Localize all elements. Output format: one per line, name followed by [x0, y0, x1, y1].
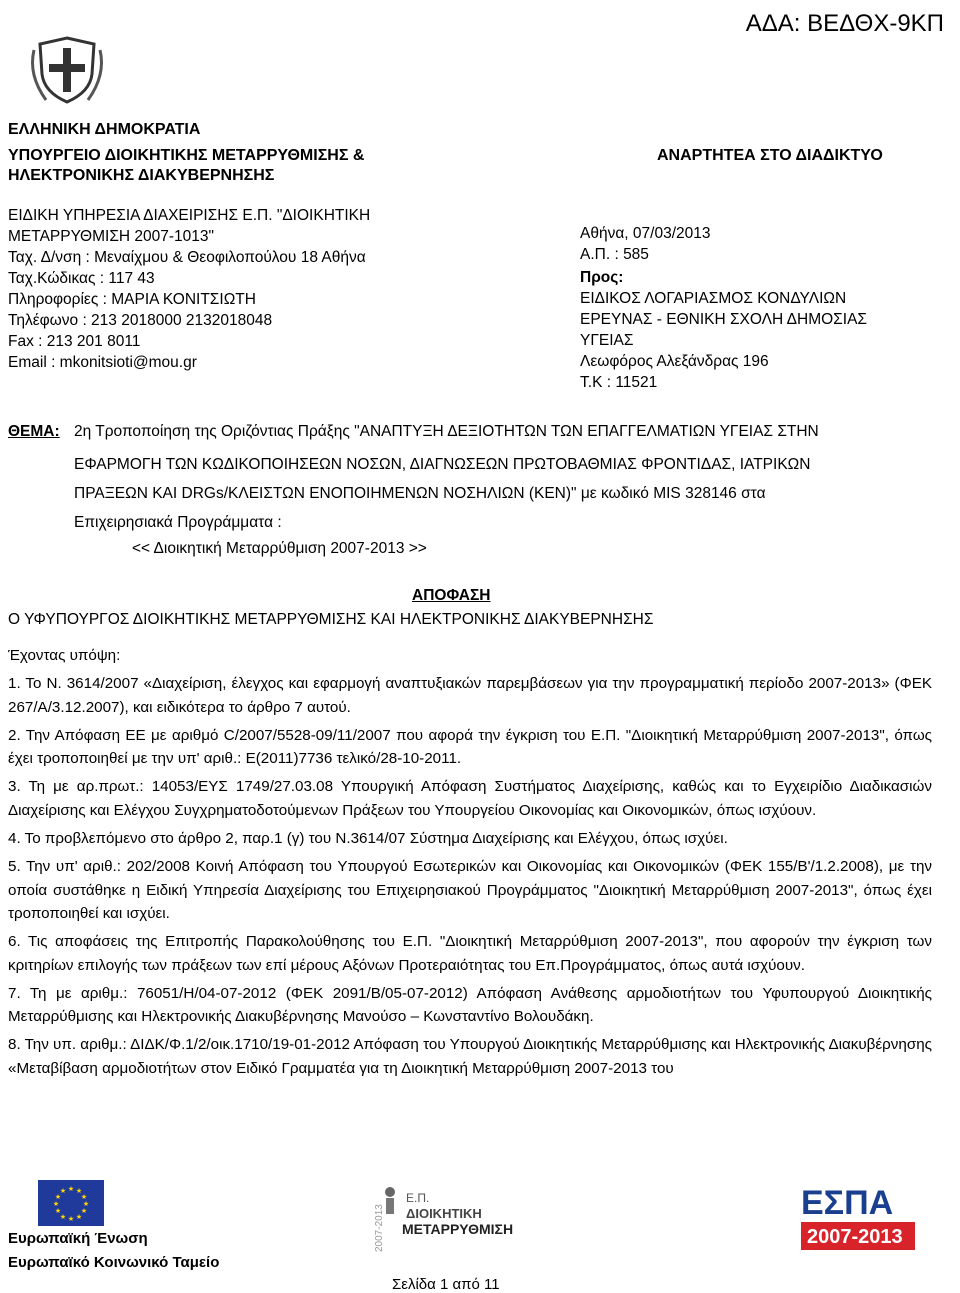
subject-label: ΘΕΜΑ:	[8, 423, 60, 440]
svg-text:★: ★	[52, 1200, 60, 1208]
header-line: ΕΛΛΗΝΙΚΗ ΔΗΜΟΚΡΑΤΙΑ	[8, 121, 201, 138]
minister-title: Ο ΥΦΥΠΟΥΡΓΟΣ ΔΙΟΙΚΗΤΙΚΗΣ ΜΕΤΑΡΡΥΘΜΙΣΗΣ ΚΑΙ ΗΛΕΚΤΡΟΝΙΚΗΣ ΔΙΑΚΥΒΕΡΝΗΣΗΣ	[8, 611, 654, 628]
program-logo-label: Ε.Π.	[406, 1191, 430, 1205]
consideration-item: 3. Τη με αρ.πρωτ.: 14053/ΕΥΣ 1749/27.03.08 Υπουργική Απόφαση Συστήματος Διαχείρισης, καθώς και το Εγχειρίδιο Διαδικασιών Διαχείρισης και Ελέγχου Συγχρηματοδοτούμενων Πράξεων του Υπουργείου Οικονομίας και Οικονομικών, όπως ισχύουν.	[8, 778, 932, 819]
sender-line: Ταχ. Δ/νση : Μεναίχμου & Θεοφιλοπούλου 18 Αθήνα	[8, 249, 366, 266]
espa-logo	[797, 1180, 919, 1260]
subject-line: Επιχειρησιακά Προγράμματα :	[74, 514, 282, 531]
svg-text:★: ★	[67, 1215, 75, 1223]
decision-title: ΑΠΟΦΑΣΗ	[412, 587, 491, 604]
consideration-item: 7. Τη με αριθμ.: 76051/Η/04-07-2012 (ΦΕΚ 2091/Β/05-07-2012) Απόφαση Ανάθεσης αρμοδιοτήτων του Υφυπουργού Διοικητικής Μεταρρύθμισης και Ηλεκτρονικής Διακυβέρνησης Μανούσο – Κωνσταντίνο Βολουδάκη.	[8, 984, 932, 1026]
sender-line: ΕΙΔΙΚΗ ΥΠΗΡΕΣΙΑ ΔΙΑΧΕΙΡΙΣΗΣ Ε.Π. "ΔΙΟΙΚΗΤΙΚΗ	[8, 207, 371, 224]
consideration-item: 4. Το προβλεπόμενο στο άρθρο 2, παρ.1 (γ) του Ν.3614/07 Σύστημα Διαχείρισης και Ελέγχου, όπως ισχύει.	[8, 830, 728, 848]
svg-text:★: ★	[75, 1187, 83, 1195]
program-logo	[372, 1182, 522, 1262]
espa-logo-years: 2007-2013	[807, 1226, 903, 1248]
recipient-line: ΕΙΔΙΚΟΣ ΛΟΓΑΡΙΑΣΜΟΣ ΚΟΝΔΥΛΙΩΝ	[580, 290, 847, 307]
consideration-item: 5. Την υπ' αριθ.: 202/2008 Κοινή Απόφαση του Υπουργού Εσωτερικών και Οικονομίας και Οικονομικών (ΦΕΚ 155/Β'/1.2.2008), με την οποία συστάθηκε η Ειδική Υπηρεσία Διαχείρισης του Επιχειρησιακού Προγράμματος "Διοικητική Μεταρρύθμιση 2007-2013", όπως έχει τροποποιηθεί και ισχύει.	[8, 858, 932, 922]
ada-code: ΑΔΑ: ΒΕΔΘΧ-9ΚΠ	[745, 10, 944, 37]
svg-text:★: ★	[54, 1193, 62, 1201]
recipient-line: Τ.Κ : 11521	[580, 374, 658, 391]
sender-line: Πληροφορίες : ΜΑΡΙΑ ΚΟΝΙΤΣΙΩΤΗ	[8, 291, 256, 308]
recipient-line: Λεωφόρος Αλεξάνδρας 196	[580, 353, 769, 370]
svg-text:★: ★	[75, 1213, 83, 1221]
sender-line: Ταχ.Κώδικας : 117 43	[8, 270, 155, 287]
esf-label: Ευρωπαϊκό Κοινωνικό Ταμείο	[8, 1254, 220, 1271]
recipient-line: ΥΓΕΙΑΣ	[580, 332, 634, 349]
consideration-item: 6. Τις αποφάσεις της Επιτροπής Παρακολούθησης του Ε.Π. "Διοικητική Μεταρρύθμιση 2007-2013", που αφορούν την έγκριση των κριτηρίων επιλογής των πράξεων των επί μέρους Αξόνων Προτεραιότητας του Επ.Προγράμματος, όπως αυτά ισχύουν.	[8, 933, 932, 974]
header-line: ΗΛΕΚΤΡΟΝΙΚΗΣ ΔΙΑΚΥΒΕΡΝΗΣΗΣ	[8, 167, 275, 184]
program-logo-years: 2007-2013	[374, 1204, 385, 1252]
sender-email: Email : mkonitsioti@mou.gr	[8, 354, 197, 371]
header-line: ΥΠΟΥΡΓΕΙΟ ΔΙΟΙΚΗΤΙΚΗΣ ΜΕΤΑΡΡΥΘΜΙΣΗΣ &	[8, 147, 365, 164]
espa-logo-label: ΕΣΠΑ	[801, 1184, 894, 1222]
sender-line: ΜΕΤΑΡΡΥΘΜΙΣΗ 2007-1013"	[8, 228, 215, 245]
consideration-item: 2. Την Απόφαση ΕΕ με αριθμό C/2007/5528-09/11/2007 που αφορά την έγκριση του Ε.Π. "Διοικητική Μεταρρύθμιση 2007-2013", όπως έχει τροποποιηθεί με την υπ' αριθ.: Ε(2011)7736 τελικό/28-10-2011.	[8, 726, 932, 768]
svg-text:★: ★	[54, 1207, 62, 1215]
subject-line: 2η Τροποποίηση της Οριζόντιας Πράξης "ΑΝΑΠΤΥΞΗ ΔΕΞΙΟΤΗΤΩΝ ΤΩΝ ΕΠΑΓΓΕΛΜΑΤΙΩΝ ΥΓΕΙΑΣ ΣΤΗΝ	[74, 423, 819, 440]
program-logo-label: ΜΕΤΑΡΡΥΘΜΙΣΗ	[402, 1221, 514, 1237]
recipient-block	[580, 223, 940, 393]
consideration-item: 8. Την υπ. αριθμ.: ΔΙΔΚ/Φ.1/2/οικ.1710/19-01-2012 Απόφαση του Υπουργού Διοικητικής Μεταρρύθμισης και Ηλεκτρονικής Διακυβέρνησης «Μεταβίβαση αρμοδιοτήτων στον Ειδικό Γραμματέα για τη Διοικητική Μεταρρύθμιση 2007-2013 του	[8, 1036, 932, 1077]
document-date: Αθήνα, 07/03/2013	[580, 225, 711, 242]
recipient-line: ΕΡΕΥΝΑΣ - ΕΘΝΙΚΗ ΣΧΟΛΗ ΔΗΜΟΣΙΑΣ	[580, 311, 867, 328]
eu-flag-icon	[38, 1180, 104, 1226]
program-logo-label: ΔΙΟΙΚΗΤΙΚΗ	[406, 1206, 482, 1221]
considering-label: Έχοντας υπόψη:	[8, 647, 121, 664]
svg-text:★: ★	[59, 1213, 67, 1221]
sender-block	[8, 205, 408, 373]
subject-line: ΠΡΑΞΕΩΝ ΚΑΙ DRGs/ΚΛΕΙΣΤΩΝ ΕΝΟΠΟΙΗΜΕΝΩΝ ΝΟΣΗΛΙΩΝ (ΚΕΝ)" με κωδικό MIS 328146 στα	[74, 485, 766, 502]
greek-coat-of-arms-icon	[24, 30, 110, 110]
publication-notice: ΑΝΑΡΤΗΤΕΑ ΣΤΟ ΔΙΑΔΙΚΤΥΟ	[657, 147, 883, 164]
sender-line: Fax : 213 201 8011	[8, 333, 141, 350]
svg-text:★: ★	[59, 1187, 67, 1195]
sender-line: Τηλέφωνο : 213 2018000 2132018048	[8, 312, 273, 329]
svg-text:★: ★	[80, 1207, 88, 1215]
eu-label: Ευρωπαϊκή Ένωση	[8, 1230, 148, 1247]
svg-text:★: ★	[67, 1185, 75, 1193]
subject-line: << Διοικητική Μεταρρύθμιση 2007-2013 >>	[132, 540, 427, 557]
to-label: Προς:	[580, 269, 624, 286]
considerations	[8, 644, 932, 1080]
protocol-number: Α.Π. : 585	[580, 246, 649, 263]
page-number: Σελίδα 1 από 11	[392, 1276, 500, 1293]
svg-text:★: ★	[80, 1193, 88, 1201]
ministry-header	[8, 120, 364, 186]
svg-text:★: ★	[82, 1200, 90, 1208]
consideration-item: 1. Το Ν. 3614/2007 «Διαχείριση, έλεγχος και εφαρμογή αναπτυξιακών παρεμβάσεων για την προγραμματική περίοδο 2007-2013» (ΦΕΚ 267/Α/3.12.2007), και ειδικότερα το άρθρο 7 αυτού.	[8, 675, 932, 716]
subject-line: ΕΦΑΡΜΟΓΗ ΤΩΝ ΚΩΔΙΚΟΠΟΙΗΣΕΩΝ ΝΟΣΩΝ, ΔΙΑΓΝΩΣΕΩΝ ΠΡΩΤΟΒΑΘΜΙΑΣ ΦΡΟΝΤΙΔΑΣ, ΙΑΤΡΙΚΩΝ	[74, 456, 811, 473]
